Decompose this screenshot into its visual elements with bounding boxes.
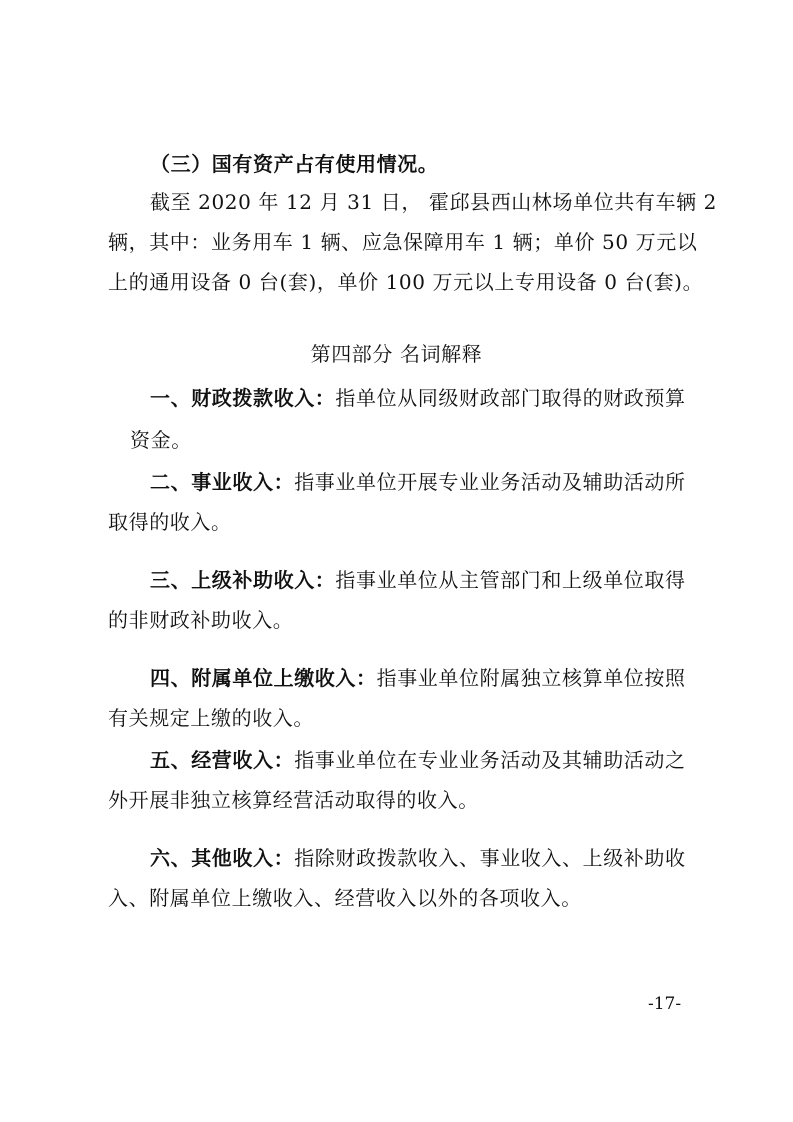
definition-item bbox=[150, 468, 686, 496]
definition-text: 指事业单位附属独立核算单位按照 bbox=[376, 666, 686, 690]
definition-text: 指事业单位从主管部门和上级单位取得 bbox=[335, 568, 686, 592]
definition-item bbox=[150, 664, 686, 692]
definition-continuation: 有关规定上缴的收入。 bbox=[108, 706, 314, 730]
definition-item bbox=[150, 566, 686, 594]
definition-term: 五、经营收入： bbox=[150, 748, 295, 772]
definition-text: 指单位从同级财政部门取得的财政预算 bbox=[335, 386, 686, 410]
definition-continuation: 资金。 bbox=[130, 428, 192, 452]
paragraph-line: 上的通用设备 0 台(套)，单价 100 万元以上专用设备 0 台(套)。 bbox=[108, 270, 704, 294]
definition-term: 三、上级补助收入： bbox=[150, 568, 336, 592]
definition-text: 指事业单位在专业业务活动及其辅助活动之 bbox=[294, 748, 686, 772]
definition-continuation: 外开展非独立核算经营活动取得的收入。 bbox=[108, 788, 479, 812]
definition-item bbox=[150, 384, 686, 412]
paragraph-line: 截至 2020 年 12 月 31 日， 霍邱县西山林场单位共有车辆 2 bbox=[150, 190, 717, 214]
definition-text: 指除财政拨款收入、事业收入、上级补助收 bbox=[294, 846, 686, 870]
section-heading-state-assets: （三）国有资产占有使用情况。 bbox=[150, 152, 439, 176]
definition-continuation: 的非财政补助收入。 bbox=[108, 608, 294, 632]
page-number: -17- bbox=[648, 994, 682, 1014]
definition-term: 四、附属单位上缴收入： bbox=[150, 666, 377, 690]
definition-continuation: 入、附属单位上缴收入、经营收入以外的各项收入。 bbox=[108, 886, 582, 910]
definition-item bbox=[150, 746, 686, 774]
definition-term: 二、事业收入： bbox=[150, 470, 295, 494]
definition-text: 指事业单位开展专业业务活动及辅助活动所 bbox=[294, 470, 686, 494]
paragraph-line: 辆，其中：业务用车 1 辆、应急保障用车 1 辆；单价 50 万元以 bbox=[108, 230, 698, 254]
definition-term: 一、财政拨款收入： bbox=[150, 386, 336, 410]
definition-term: 六、其他收入： bbox=[150, 846, 295, 870]
definition-item bbox=[150, 844, 686, 872]
definition-continuation: 取得的收入。 bbox=[108, 510, 232, 534]
part-title: 第四部分 名词解释 bbox=[310, 342, 483, 366]
